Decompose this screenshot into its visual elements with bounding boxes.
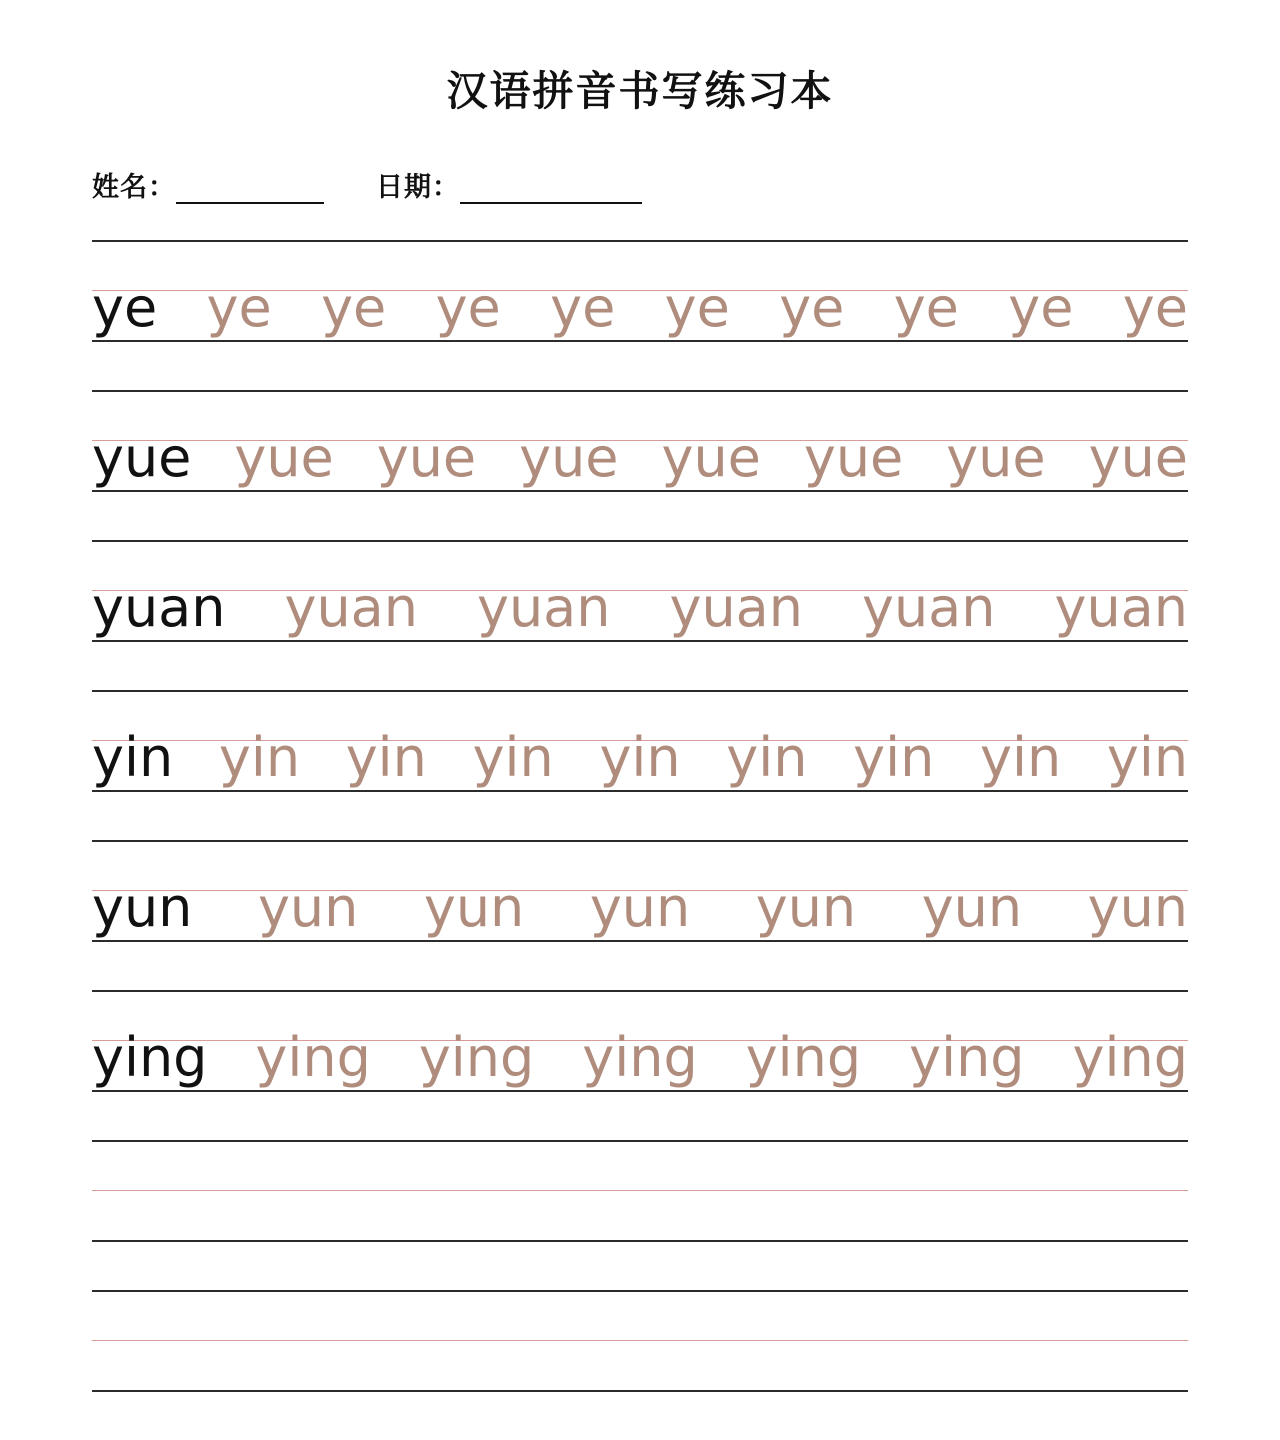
rule-line-top [92, 1290, 1188, 1292]
rule-line-bottom [92, 1240, 1188, 1242]
syllable-trace[interactable]: yin [980, 726, 1062, 789]
syllable-model: yue [92, 426, 192, 489]
practice-sheet [0, 240, 1280, 1440]
practice-row[interactable] [92, 1290, 1188, 1440]
syllable-trace[interactable]: ye [664, 276, 730, 339]
syllable-trace[interactable]: yuan [284, 576, 418, 639]
practice-row[interactable] [92, 390, 1188, 540]
practice-row[interactable] [92, 840, 1188, 990]
syllable-trace[interactable]: ye [435, 276, 501, 339]
practice-row[interactable] [92, 540, 1188, 690]
syllable-series [92, 863, 1189, 939]
syllable-trace[interactable]: yue [803, 426, 904, 489]
syllable-trace[interactable]: yue [234, 426, 334, 489]
syllable-trace[interactable]: yin [345, 726, 427, 789]
syllable-trace[interactable]: ye [321, 276, 387, 339]
syllable-trace[interactable]: yun [423, 876, 525, 939]
syllable-trace[interactable]: yuan [1054, 576, 1188, 639]
row-content [92, 690, 1188, 790]
syllable-trace[interactable]: ying [909, 1026, 1025, 1089]
row-content [92, 990, 1188, 1090]
syllable-trace[interactable]: yun [755, 876, 857, 939]
syllable-trace[interactable]: ye [893, 276, 959, 339]
syllable-series [92, 413, 1189, 489]
rule-lines [92, 1140, 1188, 1290]
syllable-trace[interactable]: ye [206, 276, 272, 339]
name-field[interactable] [176, 176, 324, 204]
rule-lines [92, 1290, 1188, 1440]
syllable-model: ying [92, 1026, 208, 1089]
practice-row[interactable] [92, 240, 1188, 390]
rule-line-mid [92, 1340, 1188, 1341]
rule-line-bottom [92, 940, 1188, 942]
syllable-trace[interactable]: yue [946, 426, 1046, 489]
syllable-trace[interactable]: ye [1008, 276, 1074, 339]
syllable-trace[interactable]: ye [1122, 276, 1188, 339]
rule-line-bottom [92, 490, 1188, 492]
syllable-trace[interactable]: yin [218, 726, 301, 789]
syllable-trace[interactable]: yue [1088, 426, 1189, 489]
syllable-trace[interactable]: yuan [669, 576, 803, 639]
date-field[interactable] [460, 176, 642, 204]
date-label: 日期： [376, 172, 460, 202]
syllable-trace[interactable]: ying [582, 1026, 698, 1089]
syllable-trace[interactable]: ying [1072, 1026, 1188, 1089]
row-content [92, 240, 1188, 340]
syllable-trace[interactable]: yun [257, 876, 359, 939]
syllable-trace[interactable]: ye [779, 276, 845, 339]
rule-line-bottom [92, 1390, 1188, 1392]
syllable-trace[interactable]: yun [1087, 876, 1189, 939]
syllable-trace[interactable]: ying [745, 1026, 862, 1089]
syllable-model: yuan [92, 576, 226, 639]
rule-line-mid [92, 1190, 1188, 1191]
syllable-trace[interactable]: yin [726, 726, 808, 789]
rule-line-bottom [92, 340, 1188, 342]
syllable-trace[interactable]: yue [376, 426, 477, 489]
syllable-trace[interactable]: yin [599, 726, 681, 789]
rule-line-bottom [92, 640, 1188, 642]
syllable-trace[interactable]: yun [921, 876, 1023, 939]
rule-line-bottom [92, 790, 1188, 792]
syllable-trace[interactable]: yun [589, 876, 691, 939]
syllable-trace[interactable]: yuan [477, 576, 611, 639]
rule-line-top [92, 1140, 1188, 1142]
syllable-series [92, 1013, 1188, 1089]
rule-line-bottom [92, 1090, 1188, 1092]
syllable-model: ye [92, 276, 158, 339]
practice-row[interactable] [92, 690, 1188, 840]
syllable-series [92, 713, 1189, 789]
syllable-trace[interactable]: ying [418, 1026, 535, 1089]
row-content [92, 390, 1188, 490]
syllable-trace[interactable]: ying [255, 1026, 371, 1089]
syllable-trace[interactable]: yuan [862, 576, 996, 639]
practice-row[interactable] [92, 990, 1188, 1140]
syllable-trace[interactable]: yin [472, 726, 554, 789]
syllable-trace[interactable]: yue [519, 426, 619, 489]
page-title: 汉语拼音书写练习本 [446, 68, 834, 114]
name-label: 姓名： [92, 172, 176, 202]
syllable-series [92, 263, 1188, 339]
syllable-trace[interactable]: yin [1106, 726, 1189, 789]
syllable-trace[interactable]: yin [853, 726, 935, 789]
syllable-trace[interactable]: yue [661, 426, 761, 489]
syllable-model: yin [92, 726, 174, 789]
student-info-row [92, 165, 1280, 204]
row-content [92, 540, 1188, 640]
row-content [92, 840, 1188, 940]
practice-row[interactable] [92, 1140, 1188, 1290]
syllable-trace[interactable]: ye [550, 276, 616, 339]
syllable-model: yun [92, 876, 193, 939]
syllable-series [92, 563, 1188, 639]
